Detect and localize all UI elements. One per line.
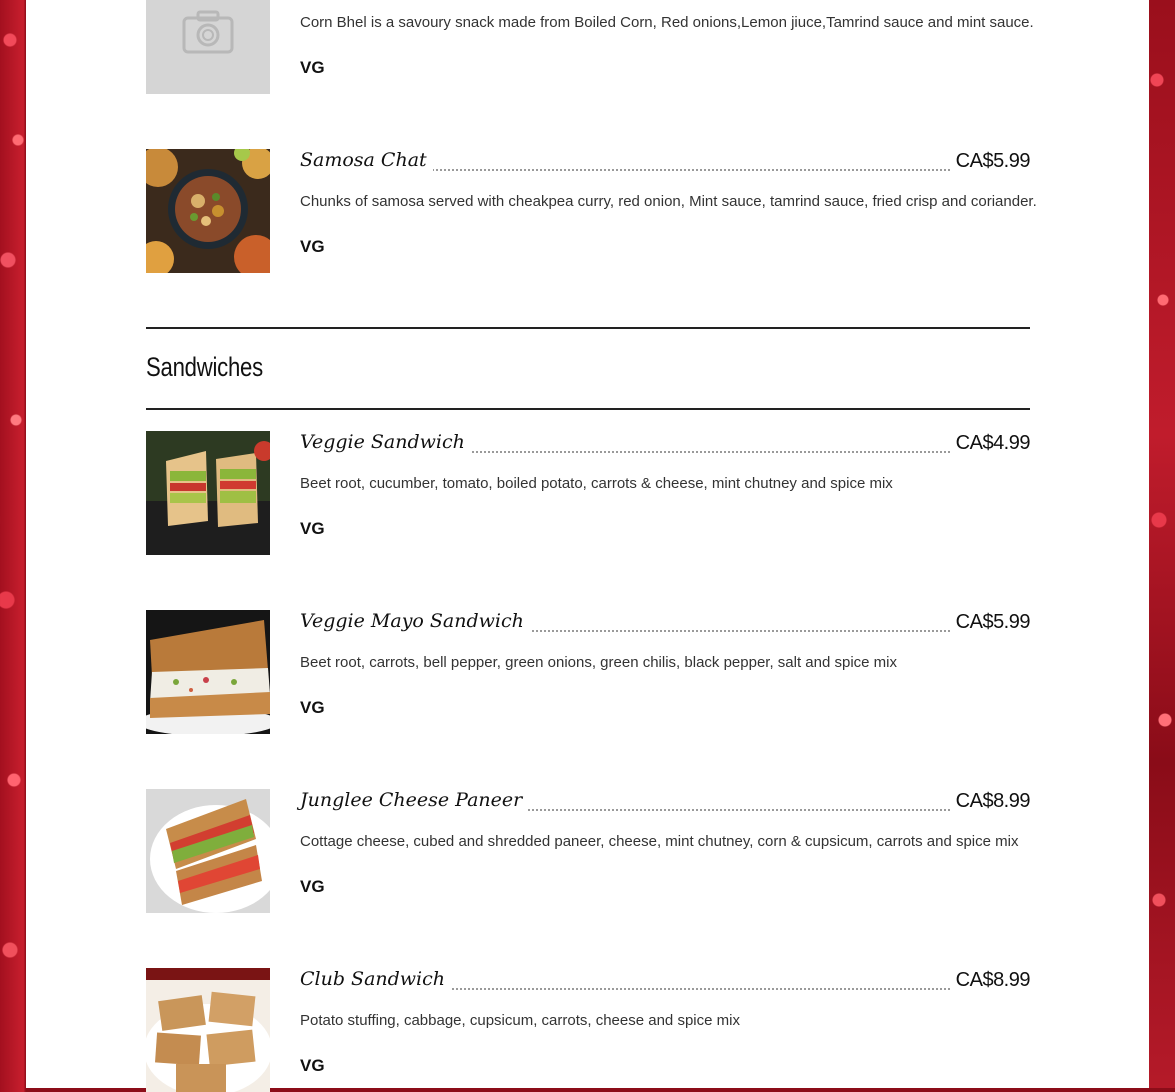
menu-item-club-sandwich[interactable] <box>146 968 1030 1092</box>
club-sandwich-photo <box>146 968 270 1092</box>
item-image[interactable] <box>146 149 270 273</box>
item-description: Potato stuffing, cabbage, cupsicum, carrots, cheese and spice mix <box>300 1012 740 1029</box>
menu-panel <box>26 0 1149 1088</box>
item-name: Club Sandwich <box>300 968 451 990</box>
menu-item-junglee-cheese-paneer[interactable] <box>146 789 1030 913</box>
background-right <box>1149 0 1175 1088</box>
item-image[interactable] <box>146 0 270 94</box>
vegetarian-tag: VG <box>300 58 325 77</box>
item-name: Veggie Sandwich <box>300 431 471 453</box>
section-divider-bottom <box>146 408 1030 410</box>
menu-item-samosa-chat[interactable] <box>146 149 1037 273</box>
item-description: Beet root, cucumber, tomato, boiled potato, carrots & cheese, mint chutney and spice mix <box>300 475 893 492</box>
camera-placeholder-icon <box>182 10 234 54</box>
vegetarian-tag: VG <box>300 519 325 538</box>
item-image[interactable] <box>146 968 270 1092</box>
item-price: CA$4.99 <box>952 432 1030 455</box>
item-price: CA$8.99 <box>952 790 1030 813</box>
item-price: CA$5.99 <box>952 611 1030 634</box>
menu-item-corn-bhel[interactable] <box>146 0 1034 94</box>
menu-item-veggie-sandwich[interactable] <box>146 431 1030 555</box>
vegetarian-tag: VG <box>300 237 325 256</box>
menu-item-veggie-mayo-sandwich[interactable] <box>146 610 1030 734</box>
item-name: Samosa Chat <box>300 149 433 171</box>
item-price: CA$5.99 <box>952 150 1030 173</box>
item-name: Junglee Cheese Paneer <box>300 789 528 811</box>
item-image[interactable] <box>146 789 270 913</box>
item-description: Cottage cheese, cubed and shredded paneer, cheese, mint chutney, corn & cupsicum, carrots and spice mix <box>300 833 1019 850</box>
vegetarian-tag: VG <box>300 698 325 717</box>
image-placeholder <box>146 0 270 94</box>
veggie-mayo-sandwich-photo <box>146 610 270 734</box>
item-description: Corn Bhel is a savoury snack made from Boiled Corn, Red onions,Lemon jiuce,Tamrind sauce and mint sauce. <box>300 14 1034 31</box>
item-price: CA$8.99 <box>952 969 1030 992</box>
veggie-sandwich-photo <box>146 431 270 555</box>
item-description: Beet root, carrots, bell pepper, green onions, green chilis, black pepper, salt and spice mix <box>300 654 898 671</box>
item-name: Veggie Mayo Sandwich <box>300 610 530 632</box>
junglee-cheese-paneer-photo <box>146 789 270 913</box>
item-image[interactable] <box>146 431 270 555</box>
vegetarian-tag: VG <box>300 1056 325 1075</box>
item-description: Chunks of samosa served with cheakpea curry, red onion, Mint sauce, tamrind sauce, fried crisp and coriander. <box>300 193 1037 210</box>
section-divider-top <box>146 327 1030 329</box>
item-image[interactable] <box>146 610 270 734</box>
vegetarian-tag: VG <box>300 877 325 896</box>
section-title: Sandwiches <box>146 352 263 382</box>
samosa-chat-photo <box>146 149 270 273</box>
